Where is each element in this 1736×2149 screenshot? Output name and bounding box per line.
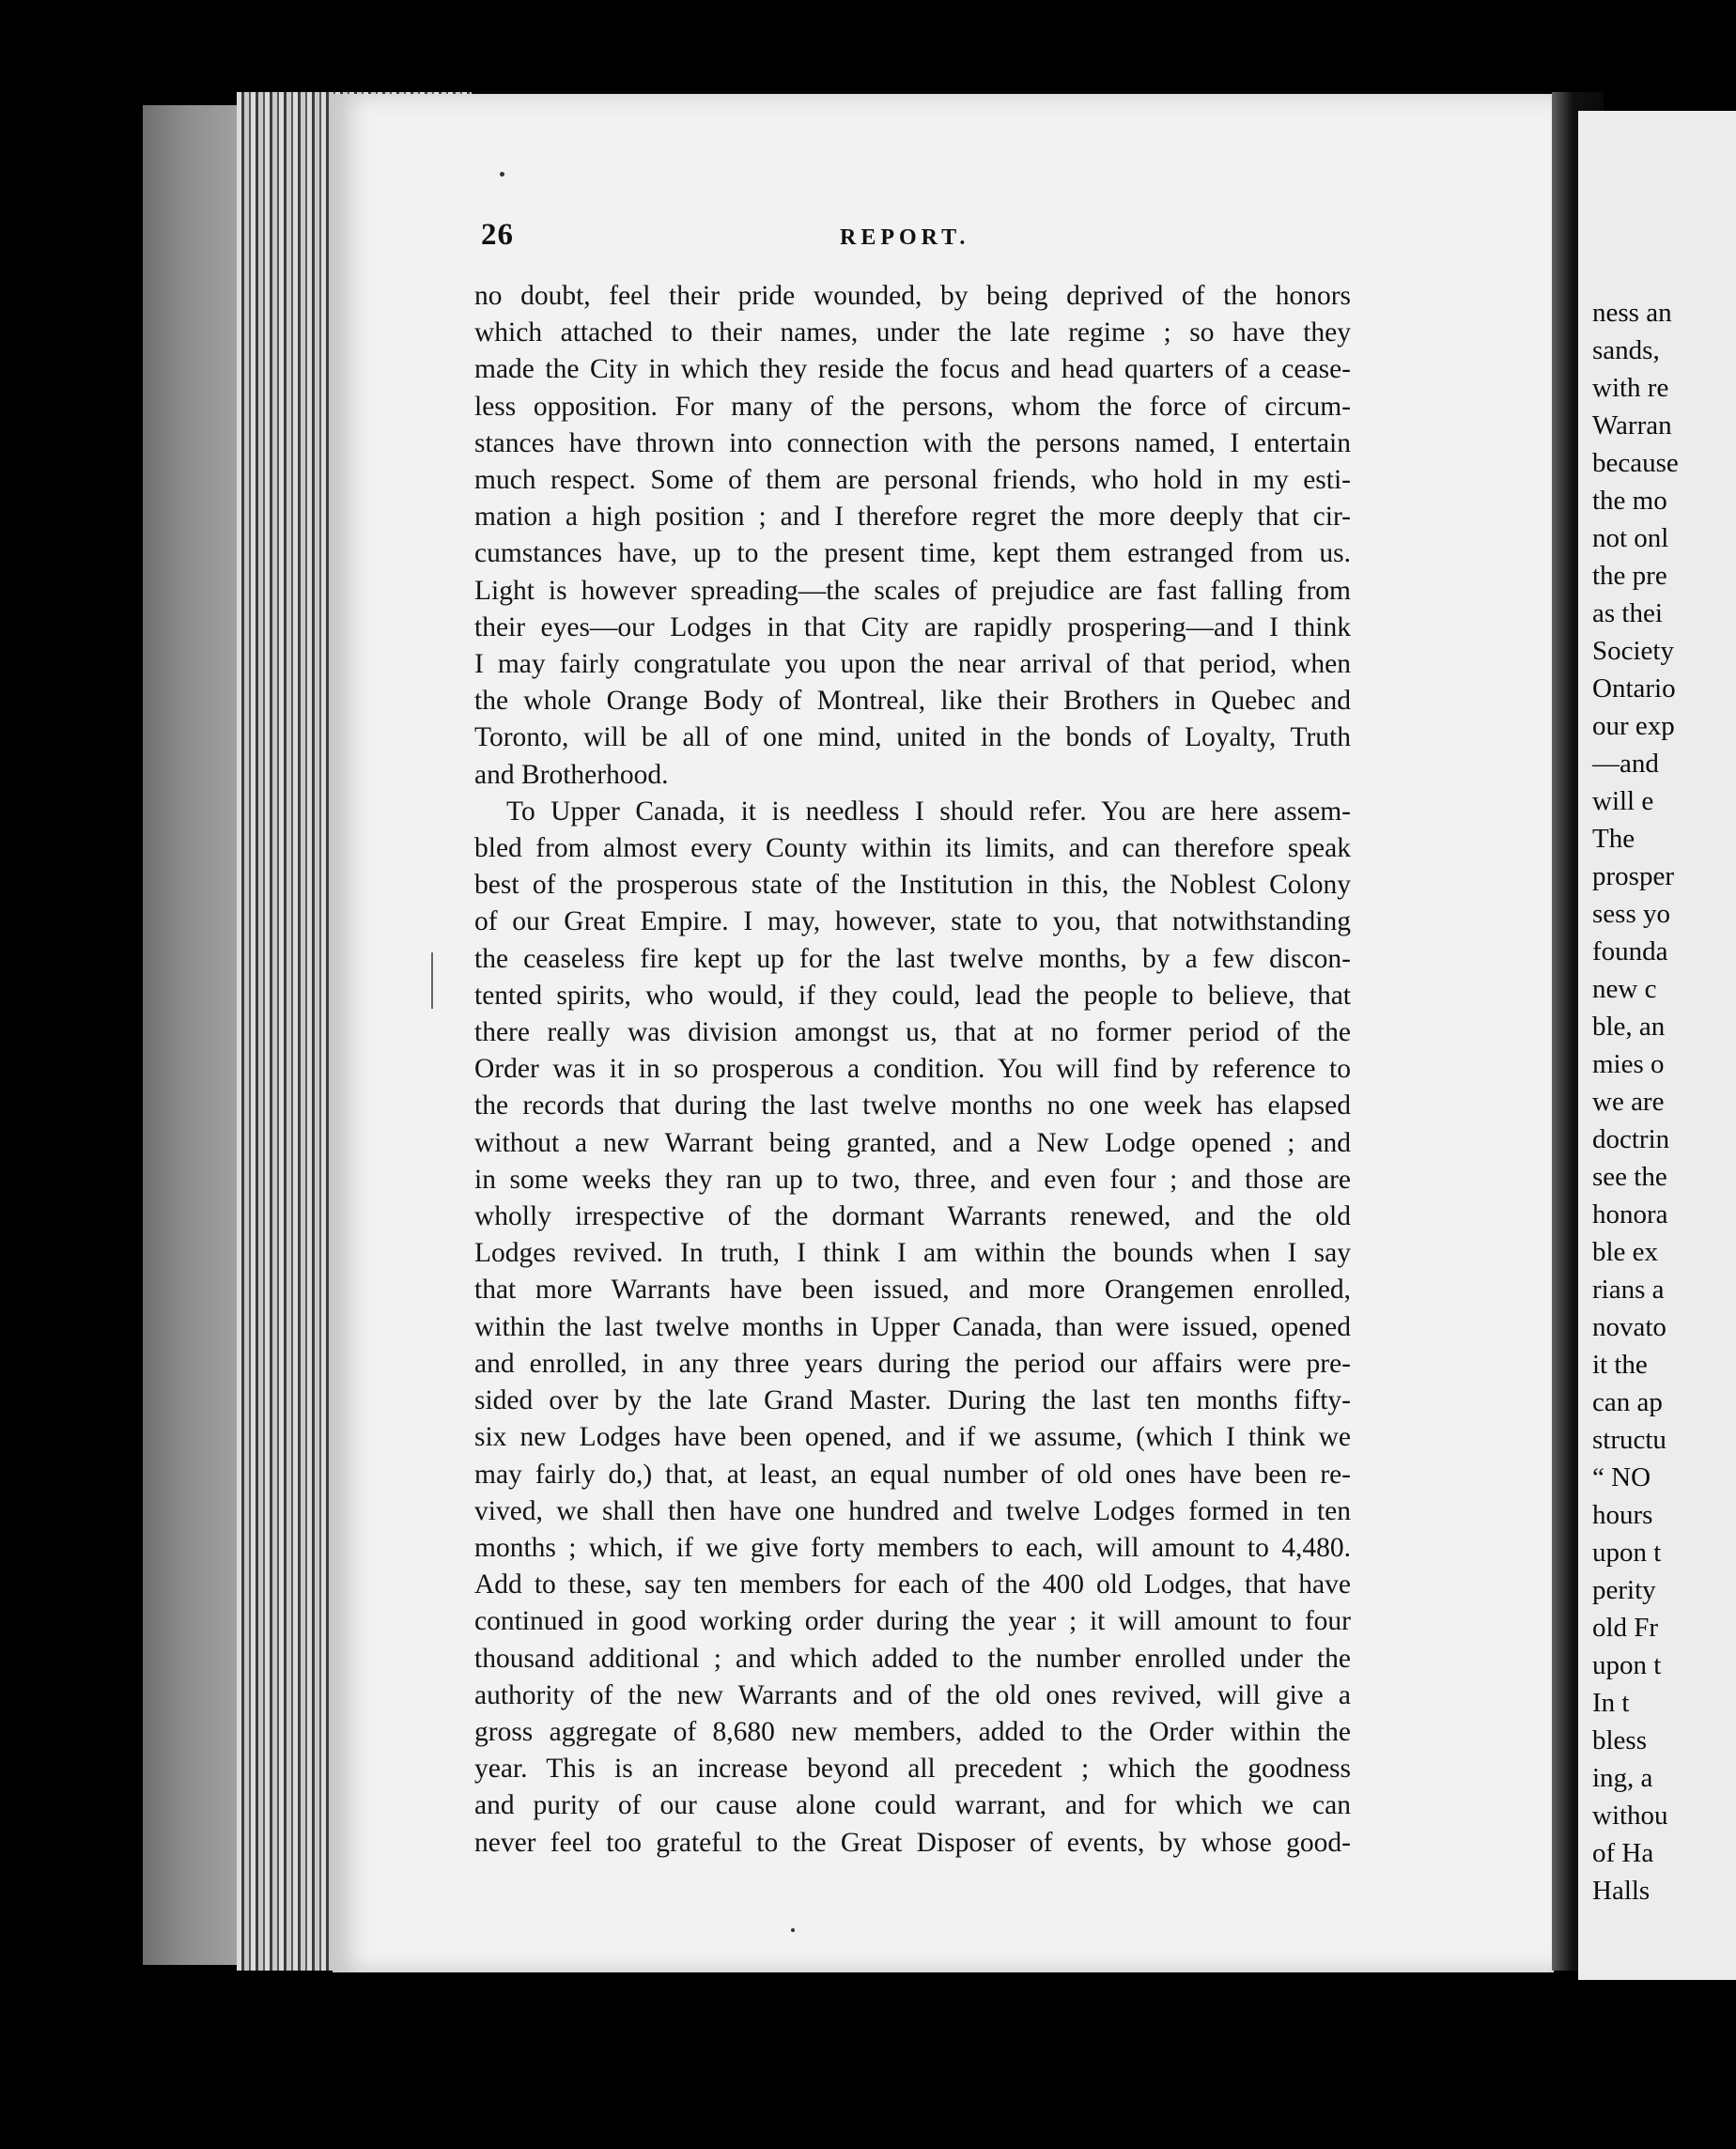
- text-line: I may fairly congratulate you upon the near arrival of that period, when: [474, 649, 1351, 680]
- text-line: To Upper Canada, it is needless I should refer. You are here assem-: [506, 796, 1351, 827]
- text-line: six new Lodges have been opened, and if we assume, (which I think we: [474, 1422, 1351, 1453]
- text-line: made the City in which they reside the focus and head quarters of a cease-: [474, 354, 1351, 385]
- facing-page-line: with re: [1592, 373, 1669, 403]
- facing-page-line: mies o: [1592, 1049, 1665, 1079]
- text-line: authority of the new Warrants and of the old ones revived, will give a: [474, 1679, 1351, 1710]
- text-line: sided over by the late Grand Master. During the last ten months fifty-: [474, 1385, 1351, 1416]
- text-line: Order was it in so prosperous a condition. You will find by reference to: [474, 1054, 1351, 1085]
- text-line: Add to these, say ten members for each of the 400 old Lodges, that have: [474, 1569, 1351, 1600]
- facing-page-line: hours: [1592, 1500, 1653, 1530]
- text-line: year. This is an increase beyond all precedent ; which the goodness: [474, 1754, 1351, 1785]
- facing-page-line: the pre: [1592, 561, 1667, 591]
- text-line: stances have thrown into connection with the persons named, I entertain: [474, 427, 1351, 458]
- facing-page-line: Halls: [1592, 1876, 1651, 1906]
- facing-page-line: can ap: [1592, 1387, 1663, 1417]
- text-line: gross aggregate of 8,680 new members, added to the Order within the: [474, 1716, 1351, 1747]
- facing-page-line: see the: [1592, 1162, 1667, 1192]
- facing-page-line: because: [1592, 448, 1679, 478]
- facing-page-text: [1578, 294, 1679, 1909]
- text-line: best of the prosperous state of the Institution in this, the Noblest Colony: [474, 870, 1351, 901]
- text-line: their eyes—our Lodges in that City are rapidly prospering—and I think: [474, 611, 1351, 642]
- margin-mark: [431, 952, 433, 1009]
- facing-page-line: as thei: [1592, 598, 1663, 628]
- text-line: Toronto, will be all of one mind, united in the bonds of Loyalty, Truth: [474, 722, 1351, 753]
- facing-page-line: bless: [1592, 1725, 1647, 1755]
- text-line: Light is however spreading—the scales of prejudice are fast falling from: [474, 575, 1351, 606]
- facing-page-line: we are: [1592, 1087, 1665, 1117]
- facing-page-line: honora: [1592, 1199, 1668, 1229]
- text-line: continued in good working order during the year ; it will amount to four: [474, 1606, 1351, 1637]
- facing-page-line: not onl: [1592, 523, 1669, 553]
- facing-page-line: In t: [1592, 1688, 1630, 1718]
- text-line: which attached to their names, under the late regime ; so have they: [474, 317, 1351, 348]
- facing-page-line: ing, a: [1592, 1763, 1653, 1793]
- facing-page-line: upon t: [1592, 1650, 1662, 1680]
- facing-page-line: Society: [1592, 636, 1674, 666]
- text-line: and Brotherhood.: [474, 759, 669, 790]
- text-line: may fairly do,) that, at least, an equal number of old ones have been re-: [474, 1459, 1351, 1490]
- facing-page-line: sands,: [1592, 335, 1660, 365]
- body-text: [474, 278, 1351, 1862]
- text-line: mation a high position ; and I therefore regret the more deeply that cir-: [474, 502, 1351, 533]
- text-line: less opposition. For many of the persons, whom the force of circum-: [474, 391, 1351, 422]
- facing-page-line: rians a: [1592, 1275, 1665, 1305]
- page-number: 26: [481, 218, 514, 252]
- facing-page-line: prosper: [1592, 861, 1674, 891]
- page-header: [472, 218, 1350, 265]
- facing-page-line: our exp: [1592, 711, 1675, 741]
- text-line: tented spirits, who would, if they could, lead the people to believe, that: [474, 980, 1351, 1011]
- facing-page-line: upon t: [1592, 1538, 1662, 1568]
- facing-page: [1578, 111, 1736, 1980]
- facing-page-line: structu: [1592, 1425, 1666, 1455]
- facing-page-line: sess yo: [1592, 899, 1670, 929]
- text-line: vived, we shall then have one hundred and twelve Lodges formed in ten: [474, 1495, 1351, 1526]
- text-line: the ceaseless fire kept up for the last twelve months, by a few discon-: [474, 943, 1351, 974]
- paper-speck: [791, 1928, 795, 1932]
- facing-page-line: it the: [1592, 1350, 1648, 1380]
- text-line: within the last twelve months in Upper Canada, than were issued, opened: [474, 1311, 1351, 1342]
- text-line: thousand additional ; and which added to the number enrolled under the: [474, 1643, 1351, 1674]
- facing-page-line: of Ha: [1592, 1838, 1654, 1868]
- facing-page-line: ble, an: [1592, 1012, 1666, 1042]
- facing-page-line: ness an: [1592, 298, 1672, 328]
- text-line: without a new Warrant being granted, and a New Lodge opened ; and: [474, 1127, 1351, 1158]
- text-line: never feel too grateful to the Great Disposer of events, by whose good-: [474, 1827, 1351, 1858]
- paper-speck: [500, 172, 504, 177]
- text-line: that more Warrants have been issued, and more Orangemen enrolled,: [474, 1275, 1351, 1306]
- facing-page-line: “ NO: [1592, 1462, 1651, 1492]
- text-line: the records that during the last twelve months no one week has elapsed: [474, 1090, 1351, 1121]
- facing-page-line: the mo: [1592, 486, 1667, 516]
- facing-page-line: Ontario: [1592, 673, 1676, 703]
- text-line: of our Great Empire. I may, however, state to you, that notwithstanding: [474, 906, 1351, 937]
- text-line: months ; which, if we give forty members to each, will amount to 4,480.: [474, 1532, 1351, 1563]
- facing-page-line: new c: [1592, 974, 1657, 1004]
- facing-page-line: withou: [1592, 1801, 1668, 1831]
- text-line: bled from almost every County within its limits, and can therefore speak: [474, 833, 1351, 864]
- running-head: REPORT.: [840, 225, 970, 250]
- facing-page-line: founda: [1592, 936, 1668, 966]
- facing-page-line: ble ex: [1592, 1237, 1659, 1267]
- facing-page-line: The: [1592, 824, 1635, 854]
- text-line: cumstances have, up to the present time, kept them estranged from us.: [474, 538, 1351, 569]
- text-line: there really was division amongst us, that at no former period of the: [474, 1017, 1351, 1048]
- facing-page-line: —and: [1592, 749, 1659, 779]
- facing-page-line: will e: [1592, 786, 1654, 816]
- text-line: much respect. Some of them are personal friends, who hold in my esti-: [474, 465, 1351, 496]
- facing-page-line: perity: [1592, 1575, 1656, 1605]
- facing-page-line: old Fr: [1592, 1613, 1659, 1643]
- text-line: wholly irrespective of the dormant Warrants renewed, and the old: [474, 1201, 1351, 1232]
- text-line: no doubt, feel their pride wounded, by being deprived of the honors: [474, 281, 1351, 311]
- text-line: and purity of our cause alone could warrant, and for which we can: [474, 1790, 1351, 1821]
- text-line: and enrolled, in any three years during the period our affairs were pre-: [474, 1348, 1351, 1379]
- text-line: Lodges revived. In truth, I think I am within the bounds when I say: [474, 1238, 1351, 1269]
- facing-page-line: doctrin: [1592, 1124, 1670, 1154]
- text-line: the whole Orange Body of Montreal, like their Brothers in Quebec and: [474, 686, 1351, 717]
- text-line: in some weeks they ran up to two, three, and even four ; and those are: [474, 1164, 1351, 1195]
- facing-page-line: novato: [1592, 1312, 1666, 1342]
- facing-page-line: Warran: [1592, 410, 1672, 441]
